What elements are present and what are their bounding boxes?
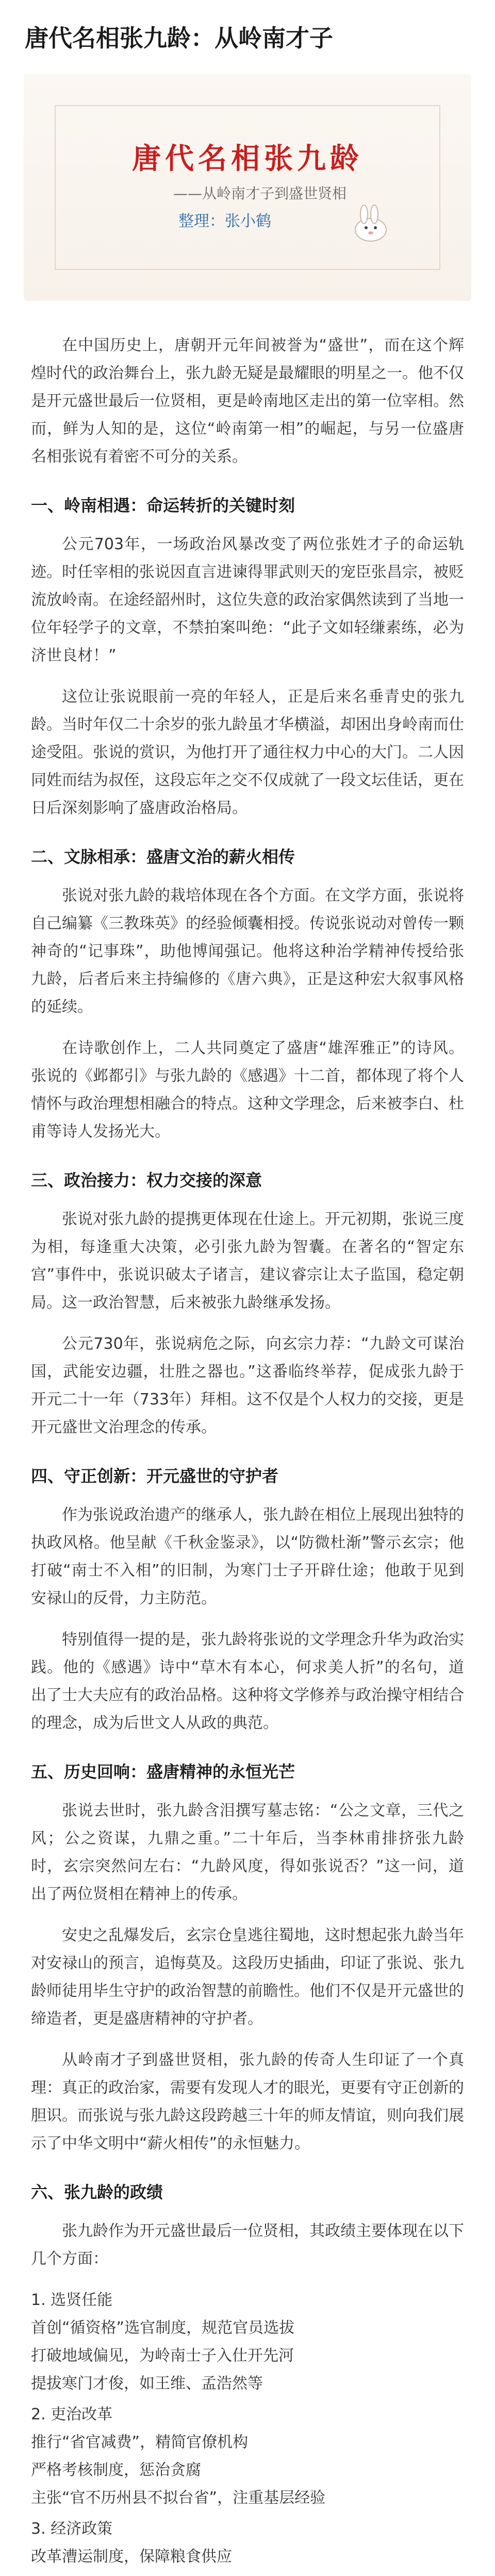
paragraph: 公元730年，张说病危之际，向玄宗力荐：“九龄文可谋治国，武能安边疆，壮胜之器也。”这番临终举荐，促成张九龄于开元二十一年（733年）拜相。这不仅是个人权力的交接，更是开元盛世文治理念的传承。 — [31, 1335, 464, 1436]
achievement-group — [31, 2515, 464, 2576]
section-heading: 二、文脉相承：盛唐文治的薪火相传 — [31, 847, 295, 867]
rabbit-mascot-icon — [348, 203, 394, 244]
section-heading: 五、历史回响：盛唐精神的永恒光芒 — [31, 1762, 295, 1782]
header-banner — [24, 74, 471, 301]
paragraph: 张九龄作为开元盛世最后一位贤相，其政绩主要体现在以下几个方面： — [31, 2222, 464, 2268]
paragraph: 安史之乱爆发后，玄宗仓皇逃往蜀地，这时想起张九龄当年对安禄山的预言，追悔莫及。这段历史插曲，印证了张说、张九龄师徒用毕生守护的政治智慧的前瞻性。他们不仅是开元盛世的缔造者，更是盛唐精神的守护者。 — [31, 1926, 464, 2028]
paragraph: 作为张说政治遗产的继承人，张九龄在相位上展现出独特的执政风格。他呈献《千秋金鉴录》，以“防微杜渐”警示玄宗；他打破“南士不入相”的旧制，为寒门士子开辟仕途；他敢于见到安禄山的反骨，力主防范。 — [31, 1506, 464, 1607]
achievement-group — [31, 2401, 464, 2512]
intro-paragraph: 在中国历史上，唐朝开元年间被誉为“盛世”，而在这个辉煌时代的政治舞台上，张九龄无疑是最耀眼的明星之一。他不仅是开元盛世最后一位贤相，更是岭南地区走出的第一位宰相。然而，鲜为人知的是，这位“岭南第一相”的崛起，与另一位盛唐名相张说有着密不可分的关系。 — [31, 336, 464, 466]
section-heading: 一、岭南相遇：命运转折的关键时刻 — [31, 496, 295, 515]
list-item: 严格考核制度，惩治贪腐 — [31, 2461, 201, 2479]
list-item: 推行“省官减费”，精简官僚机构 — [31, 2433, 249, 2451]
list-item: 改革漕运制度，保障粮食供应 — [31, 2548, 232, 2566]
achievement-heading: 1. 选贤任能 — [31, 2291, 113, 2309]
list-item: 首创“循资格”选官制度，规范官员选拔 — [31, 2319, 295, 2337]
achievement-group — [31, 2286, 464, 2398]
banner-byline: 整理：张小鹤 — [178, 212, 271, 230]
paragraph: 特别值得一提的是，张九龄将张说的文学理念升华为政治实践。他的《感遇》诗中“草木有本心，何求美人折”的名句，道出了士大夫应有的政治品格。这种将文学修养与政治操守相结合的理念，成为后世文人从政的典范。 — [31, 1631, 464, 1732]
section-3 — [31, 1166, 464, 1442]
achievement-list — [31, 2286, 464, 2576]
banner-headline: 唐代名相张九龄 — [132, 142, 363, 176]
section-heading: 六、张九龄的政绩 — [31, 2182, 163, 2202]
banner-subtitle: ——从岭南才子到盛世贤相 — [173, 185, 347, 202]
section-2 — [31, 843, 464, 1146]
intro-block — [31, 332, 464, 471]
section-5 — [31, 1758, 464, 2158]
paragraph: 张说对张九龄的提携更体现在仕途上。开元初期，张说三度为相，每逢重大决策，必引张九龄为智囊。在著名的“智定东宫”事件中，张说识破太子诸言，建议睿宗让太子监国，稳定朝局。这一政治智慧，后来被张九龄继承发扬。 — [31, 1210, 464, 1312]
paragraph: 公元703年，一场政治风暴改变了两位张姓才子的命运轨迹。时任宰相的张说因直言进谏得罪武则天的宠臣张昌宗，被贬流放岭南。在途经韶州时，这位失意的政治家偶然读到了当地一位年轻学子的文章，不禁拍案叫绝：“此子文如轻缣素练，必为济世良材！” — [31, 535, 464, 665]
section-6 — [31, 2178, 464, 2576]
paragraph: 张说去世时，张九龄含泪撰写墓志铭：“公之文章，三代之风；公之资谋，九鼎之重。”二十年后，当李林甫排挤张九龄时，玄宗突然问左右：“九龄风度，得如张说否？”这一问，道出了两位贤相在精神上的传承。 — [31, 1802, 464, 1903]
section-1 — [31, 492, 464, 822]
achievement-heading: 3. 经济政策 — [31, 2520, 113, 2538]
page-title: 唐代名相张九龄：从岭南才子 — [25, 24, 333, 52]
paragraph: 这位让张说眼前一亮的年轻人，正是后来名垂青史的张九龄。当时年仅二十余岁的张九龄虽才华横溢，却困出身岭南而仕途受阻。张说的赏识，为他打开了通往权力中心的大门。二人因同姓而结为叔侄，这段忘年之交不仅成就了一段文坛佳话，更在日后深刻影响了盛唐政治格局。 — [31, 688, 464, 817]
list-item: 提拔寒门才俊，如王维、孟浩然等 — [31, 2375, 263, 2393]
paragraph: 从岭南才子到盛世贤相，张九龄的传奇人生印证了一个真理：真正的政治家，需要有发现人才的眼光，更要有守正创新的胆识。而张说与张九龄这段跨越三十年的师友情谊，则向我们展示了中华文明中“薪火相传”的永恒魅力。 — [31, 2051, 464, 2153]
section-4 — [31, 1462, 464, 1737]
section-heading: 三、政治接力：权力交接的深意 — [31, 1171, 262, 1190]
achievement-heading: 2. 吏治改革 — [31, 2405, 113, 2424]
paragraph: 在诗歌创作上，二人共同奠定了盛唐“雄浑雅正”的诗风。张说的《邺都引》与张九龄的《感遇》十二首，都体现了将个人情怀与政治理想相融合的特点。这种文学理念，后来被李白、杜甫等诗人发扬光大。 — [31, 1039, 464, 1141]
paragraph: 张说对张九龄的栽培体现在各个方面。在文学方面，张说将自己编纂《三教珠英》的经验倾囊相授。传说张说动对曾传一颗神奇的“记事珠”，助他博闻强记。他将这种治学精神传授给张九龄，后者后来主持编修的《唐六典》，正是这种宏大叙事风格的延续。 — [31, 887, 464, 1016]
list-item: 打破地域偏见，为岭南士子入仕开先河 — [31, 2347, 294, 2365]
section-heading: 四、守正创新：开元盛世的守护者 — [31, 1466, 279, 1486]
list-item — [31, 2571, 464, 2576]
list-item: 主张“官不历州县不拟台省”，注重基层经验 — [31, 2489, 326, 2507]
article-body — [0, 332, 495, 2576]
